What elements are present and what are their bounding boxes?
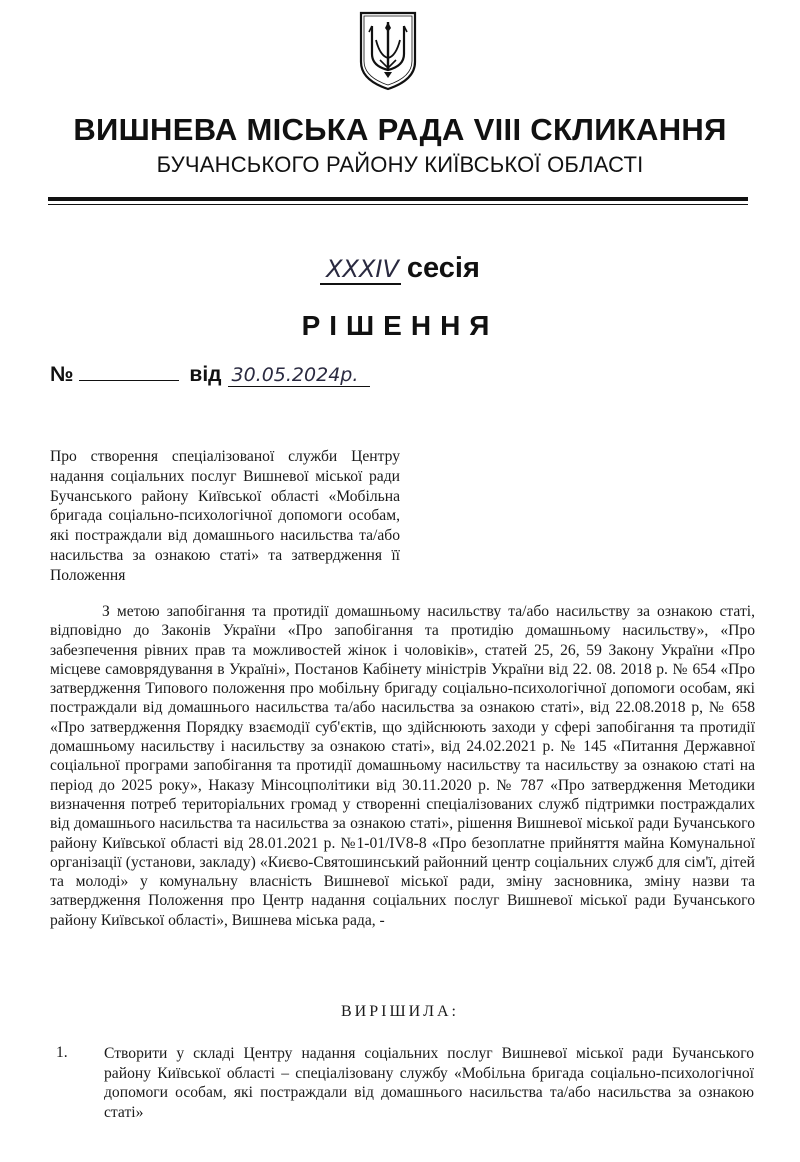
decision-subject: Про створення спеціалізованої служби Центру надання соціальних послуг Вишневої міської ради Бучанського району Київської області «Мобільна бригада соціально-психологічної допомоги особам, які постраждали від домашнього насильства та/або насильства за ознакою статі» та затвердження її Положення [50, 448, 400, 584]
session-number: XXXIV [320, 255, 401, 285]
header-divider-thick [48, 197, 748, 201]
trident-coat-of-arms-icon [358, 10, 418, 92]
preamble-paragraph: З метою запобігання та протидії домашньому насильству та/або насильству за ознакою статі, відповідно до Законів України «Про запобігання та протидію домашньому насильству», «Про забезпечення рівних прав та можливостей жінок і чоловіків», статей 25, 26, 59 Закону України «Про місцеве самоврядування в Україні», Постанов Кабінету міністрів України від 22. 08. 2018 р. № 654 «Про затвердження Типового положення про мобільну бригаду соціально-психологічної допомоги особам, які постраждали від домашнього насильства та/або насильства за ознакою статі», від 22.08.2018 р, № 658 «Про затвердження Порядку взаємодії суб'єктів, що здійснюють заходи у сфері запобігання та протидії домашньому насильству і насильству за ознакою статі», від 24.02.2021 р. № 145 «Питання Державної соціальної програми запобігання та протидії домашньому насильству та насильству за ознакою статі на період до 2025 року», Наказу Мінсоцполітики від 30.11.2020 р. № 787 «Про затвердження Методики визначення потреб територіальних громад у створенні спеціалізованих служб підтримки постраждалих від домашнього насильства та насильства за ознакою статі», рішення Вишневої міської ради Бучанського району Київської області від 28.01.2021 р. №1-01/IV8-8 «Про безоплатне прийняття майна Комунальної організації (установи, закладу) «Києво-Святошинський районний центр соціальних служб для сім'ї, дітей та молоді» у комунальну власність Вишневої міської ради, зміну засновника, зміну назви та затвердження Положення про Центр надання соціальних послуг Вишневої міської ради Бучанського району Київської області», Вишнева міська рада, - [50, 603, 755, 929]
document-type: РІШЕННЯ [301, 310, 499, 341]
session-label: сесія [406, 252, 480, 284]
header-divider-thin [48, 204, 748, 205]
number-blank [79, 366, 179, 381]
council-title: ВИШНЕВА МІСЬКА РАДА VIII СКЛИКАННЯ [73, 112, 727, 147]
number-label: № [50, 363, 74, 386]
item-number: 1. [56, 1044, 68, 1061]
item-text: Створити у складі Центру надання соціальних послуг Вишневої міської ради Бучанського району Київської області – спеціалізовану службу «Мобільна бригада соціально-психологічної допомоги особам, які постраждали від домашнього насильства та/або насильства за ознакою статі» [104, 1045, 754, 1121]
council-district: БУЧАНСЬКОГО РАЙОНУ КИЇВСЬКОЇ ОБЛАСТІ [156, 152, 644, 177]
session-line [0, 252, 800, 285]
decision-date: 30.05.2024р. [228, 364, 370, 387]
date-label: від [189, 363, 222, 386]
resolved-heading: ВИРІШИЛА: [341, 1003, 459, 1020]
number-date-row [50, 363, 370, 387]
